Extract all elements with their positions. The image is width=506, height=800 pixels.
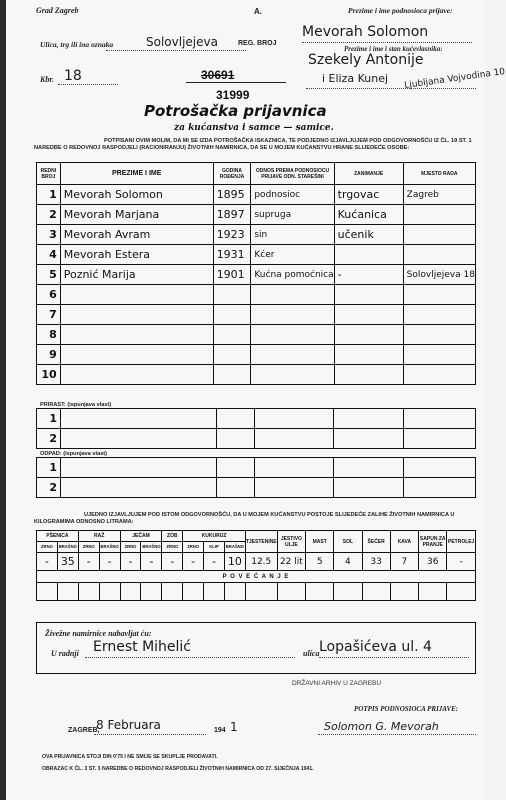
supply-value: 36 [419,553,447,571]
supply-empty-cell [37,583,58,601]
cell-place [403,205,475,225]
table-row [37,345,476,365]
group-oats: ZOB [162,531,183,542]
reg-line [186,82,286,83]
supplier-label: Živežne namirnice nabavljat ću: [45,629,152,638]
cell-relation: Kućna pomoćnica [251,265,334,285]
cell-occupation: učenik [334,225,403,245]
supply-empty-cell [224,583,245,601]
header-occupation: ZANIMANJE [334,163,403,185]
sub-header: BRAŠNO [99,542,120,553]
supply-empty-cell [204,583,225,601]
supplier-street-label: ulica [303,649,320,658]
cell-no: 4 [37,245,61,265]
cell-no: 8 [37,325,61,345]
sub-header: BRAŠNO [224,542,245,553]
cell-place [403,345,475,365]
table-row [37,185,476,205]
cell-name: Mevorah Avram [60,225,213,245]
header-no: REDNI BROJ [37,163,61,185]
cell-occupation [334,345,403,365]
cell-year [213,345,251,365]
supply-value: 22 lit [277,553,305,571]
street-value: Solovljejeva [146,35,218,49]
supply-empty-cell [120,583,141,601]
sub-header: ZRNO [120,542,141,553]
cell-name [60,345,213,365]
landlord-value-3: Ljubljana Vojvodina 10 [403,66,506,92]
cell-name: Poznić Marija [60,265,213,285]
cell-relation: Kćer [251,245,334,265]
cell-year: 1923 [213,225,251,245]
supply-value: 33 [362,553,390,571]
table-row [37,245,476,265]
supply-value: - [183,553,204,571]
shop-line [85,657,295,658]
cell-place: Zagreb [403,185,475,205]
applicant-value: Mevorah Solomon [302,24,429,40]
table-row [37,365,476,385]
supply-empty-cell [245,583,277,601]
odpad-row-1: 1 [37,458,61,478]
supply-empty-cell [390,583,418,601]
cell-year: 1931 [213,245,251,265]
supply-value: - [78,553,99,571]
street-label: Ulica, trg ili ina oznaka [40,40,114,49]
sub-header: BRAŠNO [57,542,78,553]
prirast-row-2: 2 [37,429,61,449]
date-value: 8 Februara [96,718,161,732]
single-lard: MAST [306,531,334,553]
cell-occupation: trgovac [334,185,403,205]
supply-value: 4 [334,553,362,571]
landlord-label: Prezime i ime i stan kućevlasnika: [344,45,443,53]
cell-year: 1901 [213,265,251,285]
sub-header: ZRNO [78,542,99,553]
header-relation: ODNOS PREMA PODNOSIOCU PRIJAVE ODN. STAREŠINI [251,163,334,185]
cell-no: 9 [37,345,61,365]
supplier-street-line [319,657,469,658]
single-oil: JESTIVO ULJE [277,531,305,553]
note-price: OVA PRIJAVNICA STOJI DIN 0'75 I NE SMIJE SE SKUPLJE PRODAVATI. [42,754,218,760]
supply-value: - [120,553,141,571]
supply-empty-cell [419,583,447,601]
applicant-label: Prezime i ime podnosioca prijave: [348,6,453,15]
cell-relation [251,305,334,325]
supply-value: - [447,553,476,571]
cell-name [60,325,213,345]
table-row [37,225,476,245]
prirast-label: PRIRAST: (ispunjava vlast) [40,402,112,408]
old-number: 30691 [201,68,235,82]
supply-value: 35 [57,553,78,571]
single-salt: SOL [334,531,362,553]
cell-relation [251,345,334,365]
cell-place [403,325,475,345]
cell-name [60,365,213,385]
member-rows [37,185,476,385]
table-row [37,205,476,225]
archive-stamp: DRŽAVNI ARHIV U ZAGREBU [292,680,382,687]
cell-occupation [334,365,403,385]
header-place: MJESTO RADA [403,163,475,185]
kbr-label: Kbr. [40,75,55,84]
city-label: Grad Zagreb [36,6,79,15]
table-row [37,285,476,305]
supply-empty-cell [78,583,99,601]
kbr-value: 18 [64,68,82,84]
members-table [36,162,476,385]
supply-value: 12.5 [245,553,277,571]
odpad-label: ODPAD: (ispunjava vlast) [40,451,108,457]
cell-place [403,365,475,385]
section-letter: A. [254,7,262,16]
cell-occupation: - [334,265,403,285]
signature: Solomon G. Mevorah [324,720,439,733]
date-line [94,734,206,735]
cell-occupation [334,245,403,265]
kbr-line [58,84,118,85]
cell-place: Solovljejeva 18 [403,265,475,285]
table-row [37,325,476,345]
header-name: PREZIME I IME [60,163,213,185]
supply-empty-cell [183,583,204,601]
sub-header: ZRNO [162,542,183,553]
cell-no: 10 [37,365,61,385]
cell-no: 2 [37,205,61,225]
supply-empty-cell [57,583,78,601]
cell-relation: supruga [251,205,334,225]
cell-place [403,305,475,325]
sub-header: ZRNO [37,542,58,553]
cell-occupation [334,305,403,325]
landlord-value-2: i Eliza Kunej [322,72,389,85]
signature-line [318,734,476,735]
cell-no: 3 [37,225,61,245]
group-wheat: PŠENICA [37,531,79,542]
single-coffee: KAVA [390,531,418,553]
supply-empty-cell [162,583,183,601]
supply-value: - [99,553,120,571]
supply-empty-cell [277,583,305,601]
shop-label: U radnji [51,649,79,658]
header-year: GODINA ROĐENJA [213,163,251,185]
supplies-table [36,530,476,601]
supply-values-row [37,553,476,571]
landlord-value: Szekely Antonije [308,52,424,68]
cell-no: 5 [37,265,61,285]
sub-header: ZRNO [183,542,204,553]
cell-year [213,305,251,325]
supply-value: - [204,553,225,571]
cell-year [213,365,251,385]
cell-relation [251,325,334,345]
cell-no: 6 [37,285,61,305]
cell-year: 1897 [213,205,251,225]
cell-occupation: Kućanica [334,205,403,225]
supply-value: - [141,553,162,571]
reg-label: REG. BROJ [238,40,277,47]
supply-value: 5 [306,553,334,571]
cell-year: 1895 [213,185,251,205]
single-sugar: ŠEĆER [362,531,390,553]
cell-year [213,325,251,345]
applicant-line [302,42,472,43]
cell-year [213,285,251,305]
supplier-street-value: Lopašićeva ul. 4 [319,639,432,655]
single-soap: SAPUN ZA PRANJE [419,531,447,553]
place-label: ZAGREB, [68,727,100,734]
cell-no: 7 [37,305,61,325]
supply-value: 7 [390,553,418,571]
cell-name: Mevorah Estera [60,245,213,265]
cell-name: Mevorah Solomon [60,185,213,205]
supply-value: 10 [224,553,245,571]
supply-empty-cell [447,583,476,601]
shop-value: Ernest Mihelić [93,639,192,655]
supply-value: - [162,553,183,571]
supply-empty-cell [334,583,362,601]
cell-occupation [334,285,403,305]
supply-value: - [37,553,58,571]
form-subtitle: za kućanstva i samce — samice. [174,123,334,133]
group-rye: RAŽ [78,531,120,542]
landlord-line [306,88,476,89]
prirast-row-1: 1 [37,409,61,429]
note-form: OBRAZAC K ČL. 3 ST. 3 NAREDBE O REDOVNOJ RASPODJELI ŽIVOTNIH NAMIRNICA OD 27. SIJEČNJA 1941. [42,766,314,772]
cell-name: Mevorah Marjana [60,205,213,225]
odpad-table [36,457,476,498]
signature-label: POTPIS PODNOSIOCA PRIJAVE: [354,705,459,713]
prirast-table [36,408,476,449]
supply-empty-cell [306,583,334,601]
cell-name [60,305,213,325]
group-corn: KUKURUZ [183,531,246,542]
table-row [37,265,476,285]
cell-no: 1 [37,185,61,205]
cell-place [403,285,475,305]
single-petroleum: PETROLEJ [447,531,476,553]
cell-occupation [334,325,403,345]
sub-header: KLIP [204,542,225,553]
supply-empty-cell [99,583,120,601]
cell-relation [251,285,334,305]
table-row [37,305,476,325]
cell-name [60,285,213,305]
single-pasta: TJESTENINE [245,531,277,553]
increase-label: P O V E Ć A N J E [37,571,476,583]
cell-place [403,225,475,245]
new-number: 31999 [216,88,250,102]
supply-empty-row [37,583,476,601]
cell-relation: podnosioc [251,185,334,205]
street-line [106,50,246,51]
form-title: Potrošačka prijavnica [144,102,327,120]
cell-relation: sin [251,225,334,245]
supplier-box [36,622,476,674]
group-barley: JEČAM [120,531,162,542]
supplies-text: UJEDNO IZJAVLJUJEM POD ISTOM ODGOVORNOŠĆU, DA U MOJEM KUĆANSTVU POSTOJE SLIJEDEĆE ZALIHE ŽIVOTNIH NAMIRNICA U KILOGRAMIMA ODNOSNO LITRAMA: [34,512,455,525]
intro-text: POTPISANI OVIM MOLIM, DA MI SE IZDA POTROŠAČKA ISKAZNICA, TE PODJEDNO IZJAVLJUJEM POD ODGOVORNOŠĆU IZ ČL. 19 ST. 1 NAREDBE O REDOVNOJ RASPODJELI (RACIONIRANJU) ŽIVOTNIH NAMIRNICA, DA SE U MOJEM KUĆANSTVU HRANE SLIJEDEĆE OSOBE: [34,138,472,151]
supply-empty-cell [141,583,162,601]
cell-relation [251,365,334,385]
year-suffix: 194 [214,727,226,734]
odpad-row-2: 2 [37,478,61,498]
cell-place [403,245,475,265]
sub-header: BRAŠNO [141,542,162,553]
supply-empty-cell [362,583,390,601]
year-digit: 1 [230,720,238,734]
